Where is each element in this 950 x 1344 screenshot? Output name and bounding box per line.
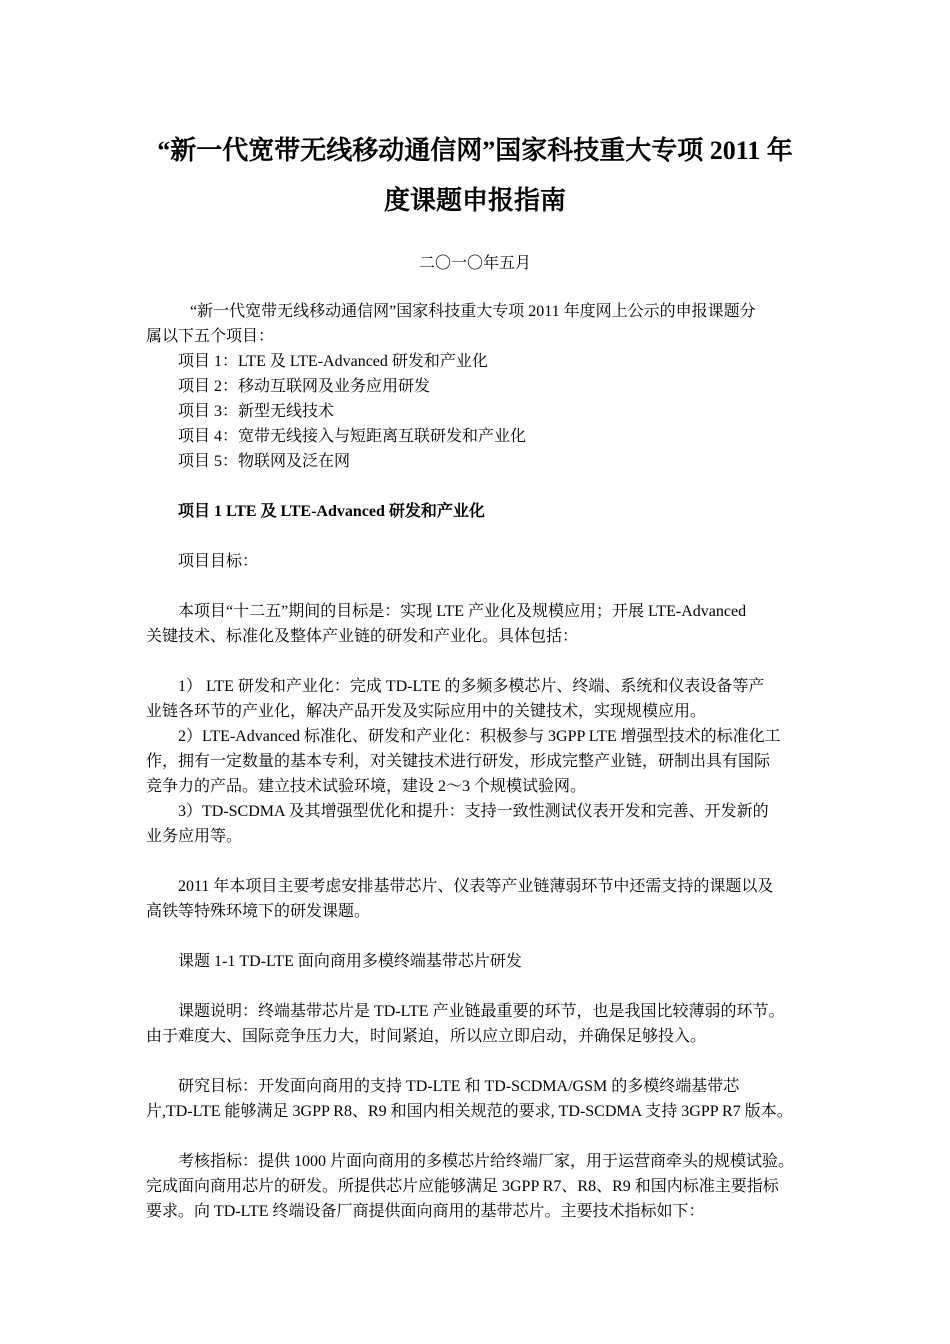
research-goal-line-2: 片,TD-LTE 能够满足 3GPP R8、R9 和国内相关规范的要求, TD-SCDMA 支持 3GPP R7 版本。 bbox=[146, 1103, 793, 1120]
goal-item-2-line-2: 作，拥有一定数量的基本专利，对关键技术进行研发，形成完整产业链，研制出具有国际 bbox=[146, 753, 771, 770]
goal-item-3-line-1: 3）TD-SCDMA 及其增强型优化和提升：支持一致性测试仪表开发和完善、开发新的 bbox=[178, 803, 769, 820]
project-item-1: 项目 1：LTE 及 LTE-Advanced 研发和产业化 bbox=[178, 353, 488, 370]
project-item-3: 项目 3：新型无线技术 bbox=[178, 403, 335, 420]
intro-line-1: “新一代宽带无线移动通信网”国家科技重大专项 2011 年度网上公示的申报课题分 bbox=[190, 303, 756, 320]
document-title-line-1: “新一代宽带无线移动通信网”国家科技重大专项 2011 年 bbox=[157, 136, 793, 165]
objective-line-2: 关键技术、标准化及整体产业链的研发和产业化。具体包括： bbox=[146, 628, 579, 645]
intro-line-2: 属以下五个项目： bbox=[146, 328, 275, 345]
plan-line-1: 2011 年本项目主要考虑安排基带芯片、仪表等产业链薄弱环节中还需支持的课题以及 bbox=[178, 878, 774, 895]
goal-item-3-line-2: 业务应用等。 bbox=[146, 828, 243, 845]
research-goal-line-1: 研究目标：开发面向商用的支持 TD-LTE 和 TD-SCDMA/GSM 的多模终端基带芯 bbox=[178, 1078, 740, 1095]
topic-desc-line-1: 课题说明：终端基带芯片是 TD-LTE 产业链最重要的环节，也是我国比较薄弱的环节。 bbox=[178, 1003, 785, 1020]
assessment-line-2: 完成面向商用芯片的研发。所提供芯片应能够满足 3GPP R7、R8、R9 和国内标准主要指标 bbox=[146, 1178, 779, 1195]
plan-line-2: 高铁等特殊环境下的研发课题。 bbox=[146, 903, 371, 920]
objective-label: 项目目标： bbox=[178, 553, 259, 570]
project-item-5: 项目 5：物联网及泛在网 bbox=[178, 453, 351, 470]
goal-item-1-line-2: 业链各环节的产业化，解决产品开发及实际应用中的关键技术，实现规模应用。 bbox=[146, 703, 707, 720]
assessment-line-3: 要求。向 TD-LTE 终端设备厂商提供面向商用的基带芯片。主要技术指标如下： bbox=[146, 1203, 705, 1220]
objective-line-1: 本项目“十二五”期间的目标是：实现 LTE 产业化及规模应用；开展 LTE-Advanced bbox=[178, 603, 747, 620]
goal-item-1-line-1: 1） LTE 研发和产业化：完成 TD-LTE 的多频多模芯片、终端、系统和仪表设备等产 bbox=[178, 678, 765, 695]
section-heading: 项目 1 LTE 及 LTE-Advanced 研发和产业化 bbox=[178, 503, 485, 520]
document-title-line-2: 度课题申报指南 bbox=[383, 186, 566, 215]
project-item-4: 项目 4：宽带无线接入与短距离互联研发和产业化 bbox=[178, 428, 527, 445]
topic-desc-line-2: 由于难度大、国际竞争压力大，时间紧迫，所以应立即启动，并确保足够投入。 bbox=[146, 1028, 707, 1045]
document-date: 二〇一〇年五月 bbox=[418, 255, 531, 272]
goal-item-2-line-1: 2）LTE-Advanced 标准化、研发和产业化：积极参与 3GPP LTE 增强型技术的标准化工 bbox=[178, 728, 781, 745]
goal-item-2-line-3: 竞争力的产品。建立技术试验环境，建设 2～3 个规模试验网。 bbox=[146, 778, 587, 795]
topic-title: 课题 1-1 TD-LTE 面向商用多模终端基带芯片研发 bbox=[178, 953, 522, 970]
project-item-2: 项目 2：移动互联网及业务应用研发 bbox=[178, 378, 431, 395]
assessment-line-1: 考核指标：提供 1000 片面向商用的多模芯片给终端厂家，用于运营商牵头的规模试验。 bbox=[178, 1153, 795, 1170]
